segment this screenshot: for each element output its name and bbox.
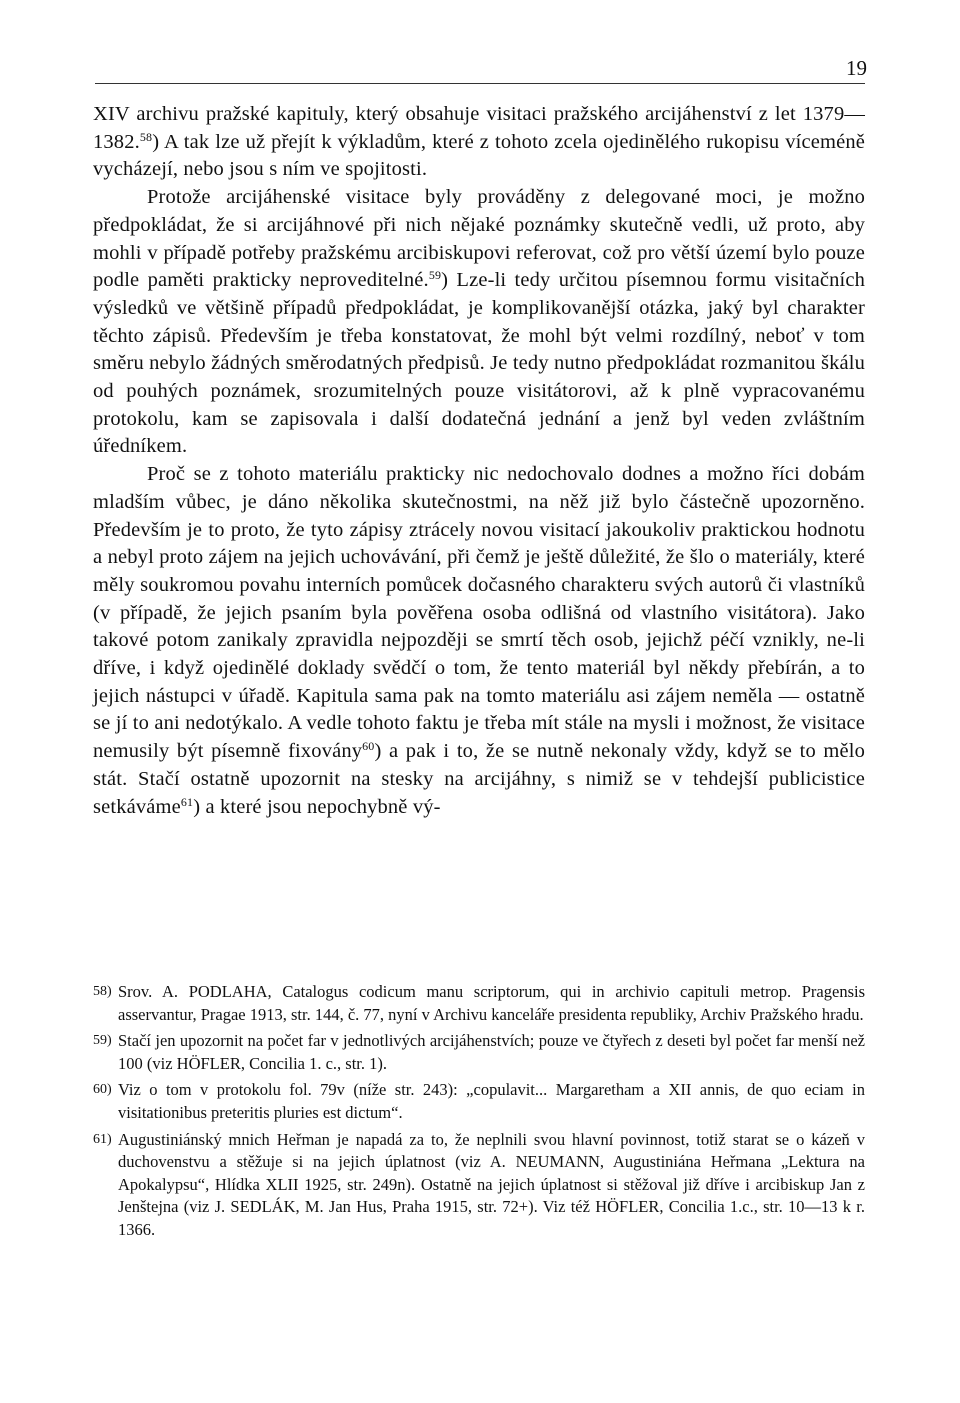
footnote-ref-58: 58 xyxy=(139,129,153,144)
paragraph-1 xyxy=(93,101,865,184)
paragraph-2 xyxy=(93,184,865,461)
paragraph-2-text-cont: ) Lze-li tedy určitou písemnou formu visitačních výsledků ve většině případů předpokládat, je komplikovanější otázka, jaký byl charakter těchto zápisů. Především je třeba konstatovat, že mohl být velmi rozdílný, neboť v tom směru nebylo žádných směrodatných předpisů. Je tedy nutno předpokládat rozmanitou škálu od pouhých poznámek, srozumitelných pouze visitátorovi, až k plně vypracovanému protokolu, kam se zapisovala i další dodatečná jednání a jenž byl veden zvláštním úředníkem. xyxy=(93,269,865,458)
paragraph-3 xyxy=(93,461,865,821)
footnotes xyxy=(93,981,865,1246)
footnote-text: Stačí jen upozornit na počet far v jednotlivých arcijáhenstvích; pouze ve čtyřech z deseti byl počet far menší než 100 (viz HÖFLER, Concilia 1. c., str. 1). xyxy=(118,1031,865,1073)
paragraph-3-text-end: ) a které jsou nepochybně vý- xyxy=(193,795,441,818)
header-rule xyxy=(95,83,865,84)
body-text xyxy=(93,101,865,821)
paragraph-3-text-mid: ) a pak i to, že se nutně nekonaly vždy, když se to mělo stát. Stačí ostatně upozornit na stesky na arcijáhny, s nimiž se v tehdejší publicistice setkáváme xyxy=(93,740,865,818)
footnote-58 xyxy=(93,981,865,1026)
footnote-text: Augustiniánský mnich Heřman je napadá za to, že neplnili svou hlavní povinnost, totiž starat se o kázeň v duchovenstvu a stěžuje si na jejich úplatnost (viz A. NEUMANN, Augustiniána Heřmana „Lektura na Apokalypsu“, Hlídka XLII 1925, str. 249n). Ostatně na jejich úplatnost si stěžoval již dříve i arcibiskup Jan z Jenštejna (viz J. SEDLÁK, M. Jan Hus, Praha 1915, str. 72+). Viz též HÖFLER, Concilia 1.c., str. 10—13 k r. 1366. xyxy=(118,1129,865,1239)
footnote-text: Viz o tom v protokolu fol. 79v (níže str. 243): „copulavit... Margaretham a XII annis, de quo eciam in visitationibus preteritis pluries est dictum“. xyxy=(118,1080,865,1122)
footnote-ref-59: 59 xyxy=(428,268,442,283)
paragraph-2-text: Protože arcijáhenské visitace byly prováděny z delegované moci, je možno předpokládat, že si arcijáhnové při nich nějaké poznámky skutečně vedli, už proto, aby mohli v případě potřeby pražskému arcibiskupovi referovat, což pro větší území bylo pouze podle paměti prakticky neproveditelné. xyxy=(93,186,865,292)
footnote-61 xyxy=(93,1129,865,1242)
paragraph-3-text: Proč se z tohoto materiálu prakticky nic nedochovalo dodnes a možno říci dobám mladším vůbec, je dáno několika skutečnostmi, na něž již bylo částečně upozorněno. Především je to proto, že tyto zápisy ztrácely novou visitací jakoukoliv praktickou hodnotu a nebyl proto zájem na jejich uchovávání, při čemž je ještě důležité, že šlo o materiály, které měly soukromou povahu interních pomůcek dočasného charakteru svých autorů či vlastníků (v případě, že jejich psaním byla pověřena osoba odlišná od vlastního visitátora). Jako takové potom zanikaly zpravidla nejpozději se smrtí těch osob, jejichž péčí vznikly, ne-li dříve, i když ojedinělé doklady svědčí o tom, že tento materiál byl někdy přebírán, a to jejich nástupci v úřadě. Kapitula sama pak na tomto materiálu asi zájem neměla — ostatně se jí to ani nedotýkalo. A vedle tohoto faktu je třeba mít stále na mysli i možnost, že visitace nemusily být písemně fixovány xyxy=(93,463,865,763)
footnote-ref-61: 61 xyxy=(180,794,194,809)
footnote-text: Srov. A. PODLAHA, Catalogus codicum manu scriptorum, qui in archivio capituli metrop. Pragensis asservantur, Pragae 1913, str. 144, č. 77, nyní v Archivu kanceláře presidenta republiky, Archiv Pražského hradu. xyxy=(118,982,865,1024)
footnote-60 xyxy=(93,1079,865,1124)
paragraph-1-text-cont: ) A tak lze už přejít k výkladům, které z tohoto zcela ojedinělého rukopisu víceméně vycházejí, nebo jsou s ním ve spojitosti. xyxy=(93,130,865,181)
footnote-marker: 60) xyxy=(93,1082,112,1098)
footnote-marker: 58) xyxy=(93,984,112,999)
footnote-ref-60: 60 xyxy=(362,739,375,754)
footnote-marker: 61) xyxy=(93,1131,112,1147)
page-number: 19 xyxy=(846,56,867,80)
footnote-marker: 59) xyxy=(93,1033,112,1049)
paragraph-1-text: XIV archivu pražské kapituly, který obsahuje visitaci pražského arcijáhenství z let 1379—1382. xyxy=(93,103,865,153)
footnote-59 xyxy=(93,1030,865,1075)
